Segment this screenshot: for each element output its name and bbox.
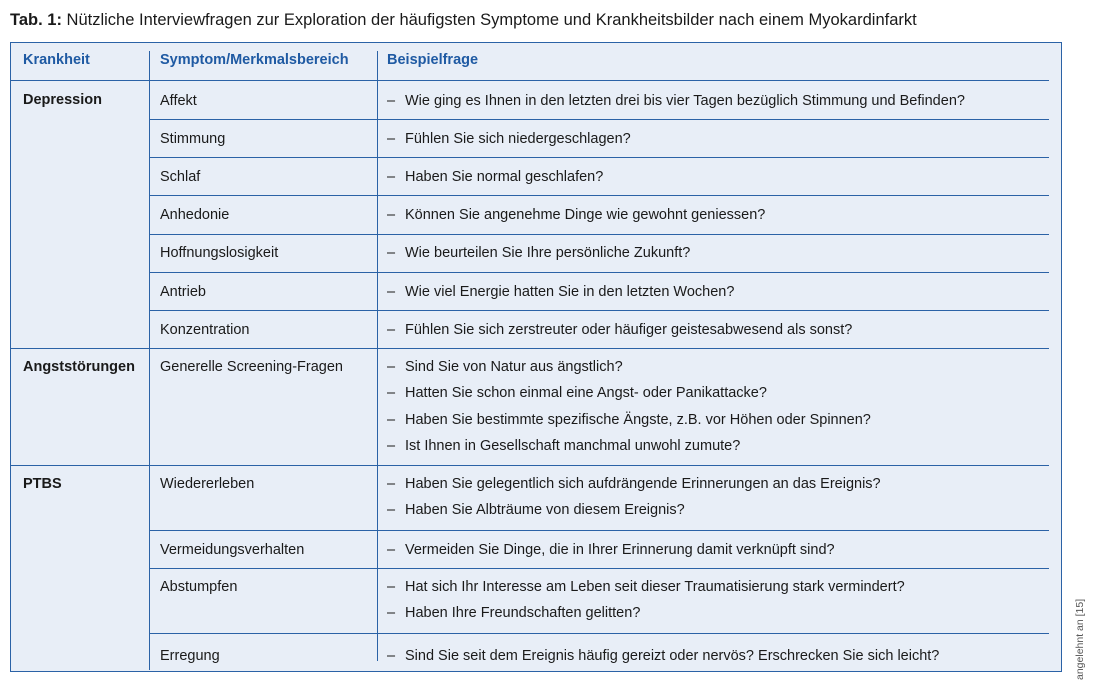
caption-text: Nützliche Interviewfragen zur Exploration der häufigsten Symptome und Krankheitsbilder nach einem Myokardinfarkt	[61, 11, 917, 29]
row-divider	[149, 310, 1049, 311]
symptom-affekt: Affekt	[160, 93, 197, 109]
table-caption	[10, 11, 917, 30]
symptom-hoffnungslosigkeit: Hoffnungslosigkeit	[160, 245, 279, 261]
question: – Vermeiden Sie Dinge, die in Ihrer Erinnerung damit verknüpft sind?	[387, 542, 835, 558]
symptom-wiedererleben: Wiedererleben	[160, 476, 255, 492]
row-divider	[149, 633, 1049, 634]
row-divider	[149, 234, 1049, 235]
header-krankheit: Krankheit	[23, 52, 90, 68]
question: – Haben Sie bestimmte spezifische Ängste, z.B. vor Höhen oder Spinnen?	[387, 412, 871, 428]
disease-ptbs: PTBS	[23, 476, 62, 492]
row-divider	[149, 568, 1049, 569]
question: – Hatten Sie schon einmal eine Angst- oder Panikattacke?	[387, 385, 767, 401]
row-divider	[149, 530, 1049, 531]
header-beispielfrage: Beispielfrage	[387, 52, 479, 68]
question: – Haben Sie gelegentlich sich aufdrängende Erinnerungen an das Ereignis?	[387, 476, 881, 492]
question: – Fühlen Sie sich niedergeschlagen?	[387, 131, 631, 147]
symptom-konzentration: Konzentration	[160, 322, 250, 338]
symptom-stimmung: Stimmung	[160, 131, 226, 147]
question: – Wie beurteilen Sie Ihre persönliche Zukunft?	[387, 245, 691, 261]
symptom-erregung: Erregung	[160, 648, 220, 664]
column-separator-2	[377, 51, 378, 661]
question: – Haben Sie normal geschlafen?	[387, 169, 604, 185]
question: – Sind Sie von Natur aus ängstlich?	[387, 359, 623, 375]
question: – Können Sie angenehme Dinge wie gewohnt geniessen?	[387, 207, 766, 223]
source-note: angelehnt an [15]	[1074, 598, 1086, 680]
question: – Wie ging es Ihnen in den letzten drei bis vier Tagen bezüglich Stimmung und Befinden?	[387, 93, 965, 109]
group-divider	[11, 465, 1049, 466]
row-divider	[149, 272, 1049, 273]
question: – Hat sich Ihr Interesse am Leben seit dieser Traumatisierung stark vermindert?	[387, 579, 905, 595]
question: – Ist Ihnen in Gesellschaft manchmal unwohl zumute?	[387, 438, 741, 454]
group-divider	[11, 348, 1049, 349]
question: – Fühlen Sie sich zerstreuter oder häufiger geistesabwesend als sonst?	[387, 322, 853, 338]
question: – Haben Ihre Freundschaften gelitten?	[387, 605, 641, 621]
header-divider	[11, 80, 1049, 81]
disease-depression: Depression	[23, 92, 102, 108]
question: – Sind Sie seit dem Ereignis häufig gereizt oder nervös? Erschrecken Sie sich leicht?	[387, 648, 940, 664]
symptom-anhedonie: Anhedonie	[160, 207, 230, 223]
question: – Wie viel Energie hatten Sie in den letzten Wochen?	[387, 284, 735, 300]
symptom-schlaf: Schlaf	[160, 169, 201, 185]
caption-label: Tab. 1:	[10, 11, 62, 29]
row-divider	[149, 119, 1049, 120]
symptom-abstumpfen: Abstumpfen	[160, 579, 238, 595]
symptom-antrieb: Antrieb	[160, 284, 206, 300]
question: – Haben Sie Albträume von diesem Ereignis?	[387, 502, 685, 518]
column-separator-1	[149, 51, 150, 670]
symptom-generelle-screening-fragen: Generelle Screening-Fragen	[160, 359, 343, 375]
row-divider	[149, 195, 1049, 196]
disease-angststoerungen: Angststörungen	[23, 359, 135, 375]
interview-table	[10, 42, 1062, 672]
header-symptom: Symptom/Merkmalsbereich	[160, 52, 349, 68]
symptom-vermeidungsverhalten: Vermeidungsverhalten	[160, 542, 305, 558]
row-divider	[149, 157, 1049, 158]
